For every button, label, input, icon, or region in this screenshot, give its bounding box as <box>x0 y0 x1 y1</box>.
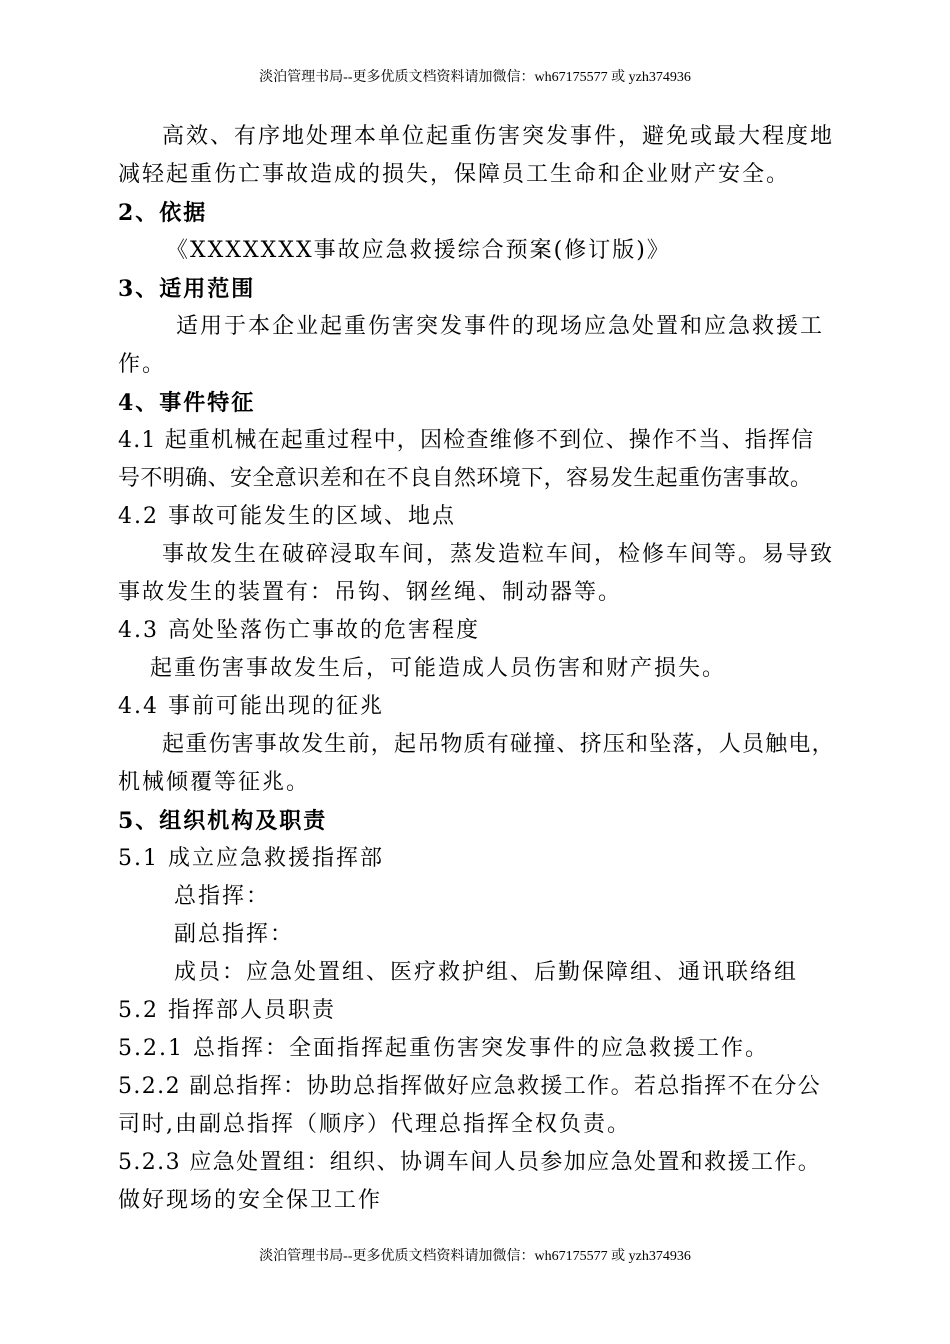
scope-line-2: 作。 <box>118 352 167 377</box>
duty-5-2-2-line-2: 司时,由副总指挥（顺序）代理总指挥全权负责。 <box>118 1112 631 1137</box>
scope-line-1: 适用于本企业起重伤害突发事件的现场应急处置和应急救援工 <box>176 314 825 339</box>
page-header: 淡泊管理书局--更多优质文档资料请加微信：wh67175577 或 yzh374936 <box>259 70 691 85</box>
org-members: 成员：应急处置组、医疗救护组、后勤保障组、通讯联络组 <box>174 960 799 985</box>
feature-4-3-text: 起重伤害事故发生后，可能造成人员伤害和财产损失。 <box>150 656 727 681</box>
heading-basis: 2、依据 <box>118 200 208 226</box>
duty-5-2-3-line-2: 做好现场的安全保卫工作 <box>118 1188 383 1213</box>
duty-5-2-1: 5.2.1 总指挥：全面指挥起重伤害突发事件的应急救援工作。 <box>118 1036 769 1061</box>
duty-5-2-2-line-1: 5.2.2 副总指挥：协助总指挥做好应急救援工作。若总指挥不在分公 <box>118 1074 822 1099</box>
org-5-2-title: 5.2 指挥部人员职责 <box>118 998 336 1023</box>
intro-line-2: 减轻起重伤亡事故造成的损失，保障员工生命和企业财产安全。 <box>118 162 791 187</box>
page-footer: 淡泊管理书局--更多优质文档资料请加微信：wh67175577 或 yzh374936 <box>259 1249 691 1264</box>
duty-5-2-3-line-1: 5.2.3 应急处置组：组织、协调车间人员参加应急处置和救援工作。 <box>118 1150 822 1175</box>
feature-4-2-line-2: 事故发生的装置有：吊钩、钢丝绳、制动器等。 <box>118 580 623 605</box>
feature-4-4-title: 4.4 事前可能出现的征兆 <box>118 694 384 719</box>
feature-4-4-line-1: 起重伤害事故发生前，起吊物质有碰撞、挤压和坠落，人员触电， <box>162 732 835 757</box>
heading-organization: 5、组织机构及职责 <box>118 808 328 834</box>
document-body <box>118 118 858 1220</box>
feature-4-2-title: 4.2 事故可能发生的区域、地点 <box>118 504 456 529</box>
org-commander: 总指挥： <box>174 884 271 909</box>
heading-scope: 3、适用范围 <box>118 276 256 302</box>
intro-line-1: 高效、有序地处理本单位起重伤害突发事件，避免或最大程度地 <box>162 124 835 149</box>
feature-4-3-title: 4.3 高处坠落伤亡事故的危害程度 <box>118 618 480 643</box>
heading-features: 4、事件特征 <box>118 390 256 416</box>
feature-4-2-line-1: 事故发生在破碎浸取车间，蒸发造粒车间，检修车间等。易导致 <box>162 542 835 567</box>
feature-4-1-line-1: 4.1 起重机械在起重过程中，因检查维修不到位、操作不当、指挥信 <box>118 428 815 453</box>
org-deputy-commander: 副总指挥： <box>174 922 295 947</box>
basis-text: 《XXXXXXX事故应急救援综合预案(修订版)》 <box>166 238 671 263</box>
org-5-1-title: 5.1 成立应急救援指挥部 <box>118 846 384 871</box>
feature-4-1-line-2: 号不明确、安全意识差和在不良自然环境下，容易发生起重伤害事故。 <box>118 466 813 491</box>
feature-4-4-line-2: 机械倾覆等征兆。 <box>118 770 311 795</box>
